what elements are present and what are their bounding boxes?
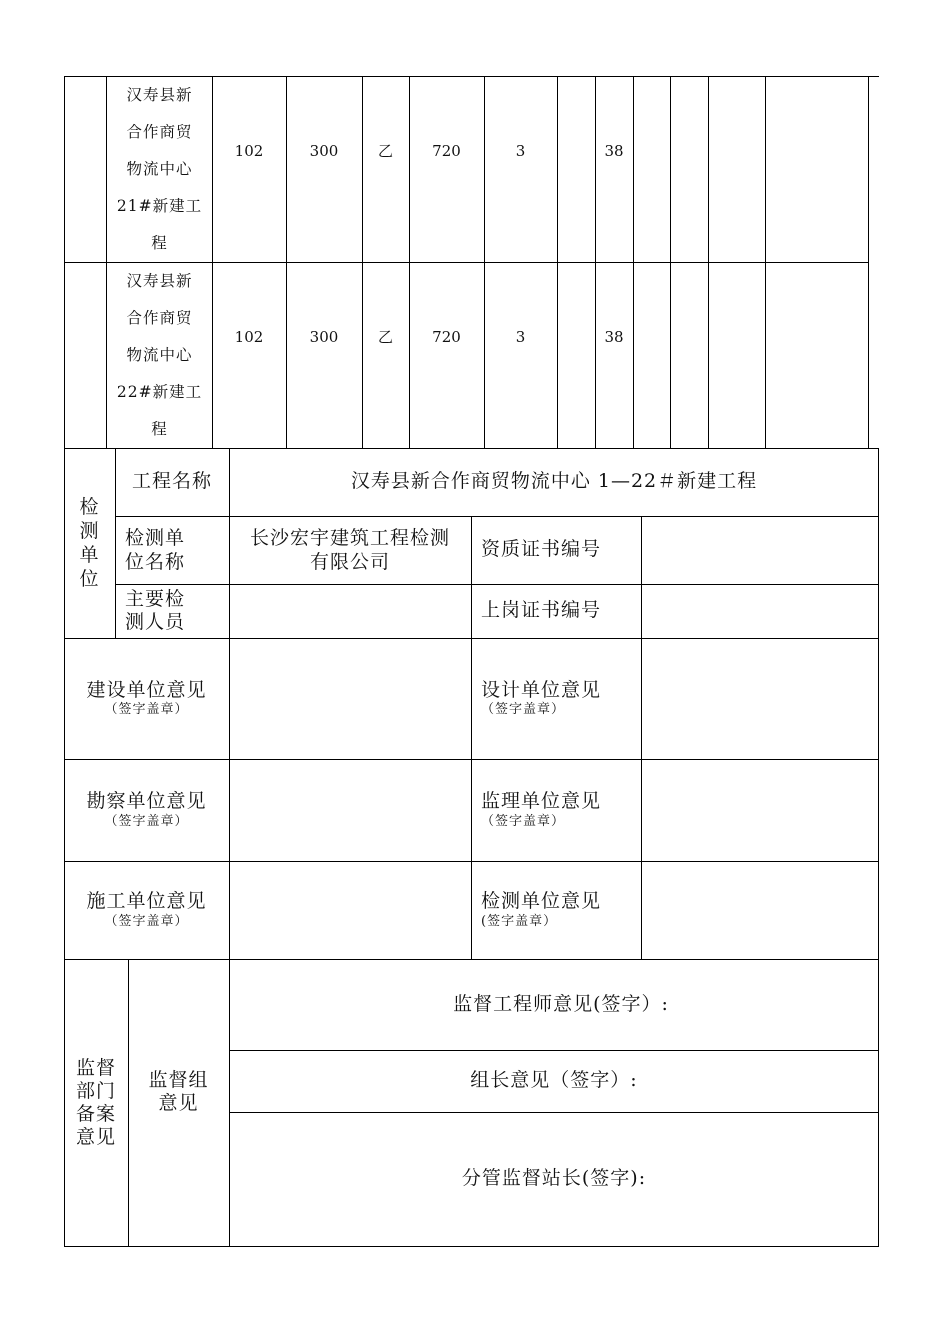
- rule: [633, 76, 634, 448]
- rule: [868, 76, 869, 448]
- engineer-opinion[interactable]: 监督工程师意见(签字）:: [453, 992, 669, 1015]
- construction-unit-opinion-field[interactable]: [229, 638, 471, 759]
- project-name-cell: 汉寿县新 合作商贸 物流中心 22#新建工 程: [116, 271, 203, 438]
- station-chief-opinion[interactable]: 分管监督站长(签字):: [461, 1167, 647, 1190]
- leader-opinion[interactable]: 组长意见（签字）:: [470, 1069, 638, 1092]
- design-unit-opinion-label: 设计单位意见 （签字盖章）: [481, 678, 602, 718]
- project-name-value: 汉寿县新合作商贸物流中心 1—22＃新建工程: [350, 470, 758, 493]
- construction-unit-opinion-label: 建设单位意见 （签字盖章）: [86, 678, 207, 718]
- qualification-value[interactable]: [641, 516, 878, 584]
- staff-value[interactable]: [229, 584, 471, 638]
- unit-name-label: 检测单 位名称: [125, 527, 186, 573]
- rule: [64, 1246, 879, 1247]
- table-cell: [557, 76, 595, 226]
- testing-unit-section-label: 检 测 单 位: [79, 496, 100, 590]
- table-cell: 3: [515, 327, 526, 346]
- post-cert-label: 上岗证书编号: [481, 599, 602, 622]
- design-unit-opinion-field[interactable]: [641, 638, 878, 759]
- table-cell: 3: [515, 141, 526, 160]
- rule: [670, 76, 671, 448]
- supervision-unit-opinion-label: 监理单位意见 （签字盖章）: [481, 790, 602, 829]
- table-cell: 102: [234, 141, 264, 160]
- table-cell: 300: [309, 141, 339, 160]
- qualification-label: 资质证书编号: [481, 538, 602, 561]
- rule: [64, 76, 65, 448]
- survey-unit-opinion-label: 勘察单位意见 （签字盖章）: [86, 790, 207, 829]
- project-name-label: 工程名称: [131, 470, 212, 493]
- table-cell: 乙: [377, 327, 393, 346]
- staff-label: 主要检 测人员: [125, 588, 186, 633]
- project-name-cell: 汉寿县新 合作商贸 物流中心 21#新建工 程: [116, 85, 203, 252]
- supervision-unit-opinion-field[interactable]: [641, 759, 878, 861]
- table-cell: [557, 262, 595, 412]
- post-cert-value[interactable]: [641, 584, 878, 638]
- testing-unit-opinion-label: 检测单位意见 (签字盖章）: [481, 890, 602, 929]
- rule: [765, 76, 766, 448]
- table-cell: 300: [309, 327, 339, 346]
- table-cell: 720: [432, 327, 461, 346]
- testing-unit-opinion-field[interactable]: [641, 861, 878, 959]
- survey-unit-opinion-field[interactable]: [229, 759, 471, 861]
- table-cell: 38: [604, 141, 624, 160]
- supervision-group-label: 监督组 意见: [148, 1069, 209, 1114]
- builder-unit-opinion-label: 施工单位意见 （签字盖章）: [86, 890, 207, 929]
- rule: [708, 76, 709, 448]
- table-cell: 38: [604, 327, 624, 346]
- builder-unit-opinion-field[interactable]: [229, 861, 471, 959]
- unit-name-value: 长沙宏宇建筑工程检测 有限公司: [249, 527, 450, 573]
- supervision-dept-label: 监督 部门 备案 意见: [75, 1057, 116, 1148]
- table-cell: 乙: [377, 141, 393, 160]
- table-cell: 102: [234, 327, 264, 346]
- table-cell: 720: [432, 141, 461, 160]
